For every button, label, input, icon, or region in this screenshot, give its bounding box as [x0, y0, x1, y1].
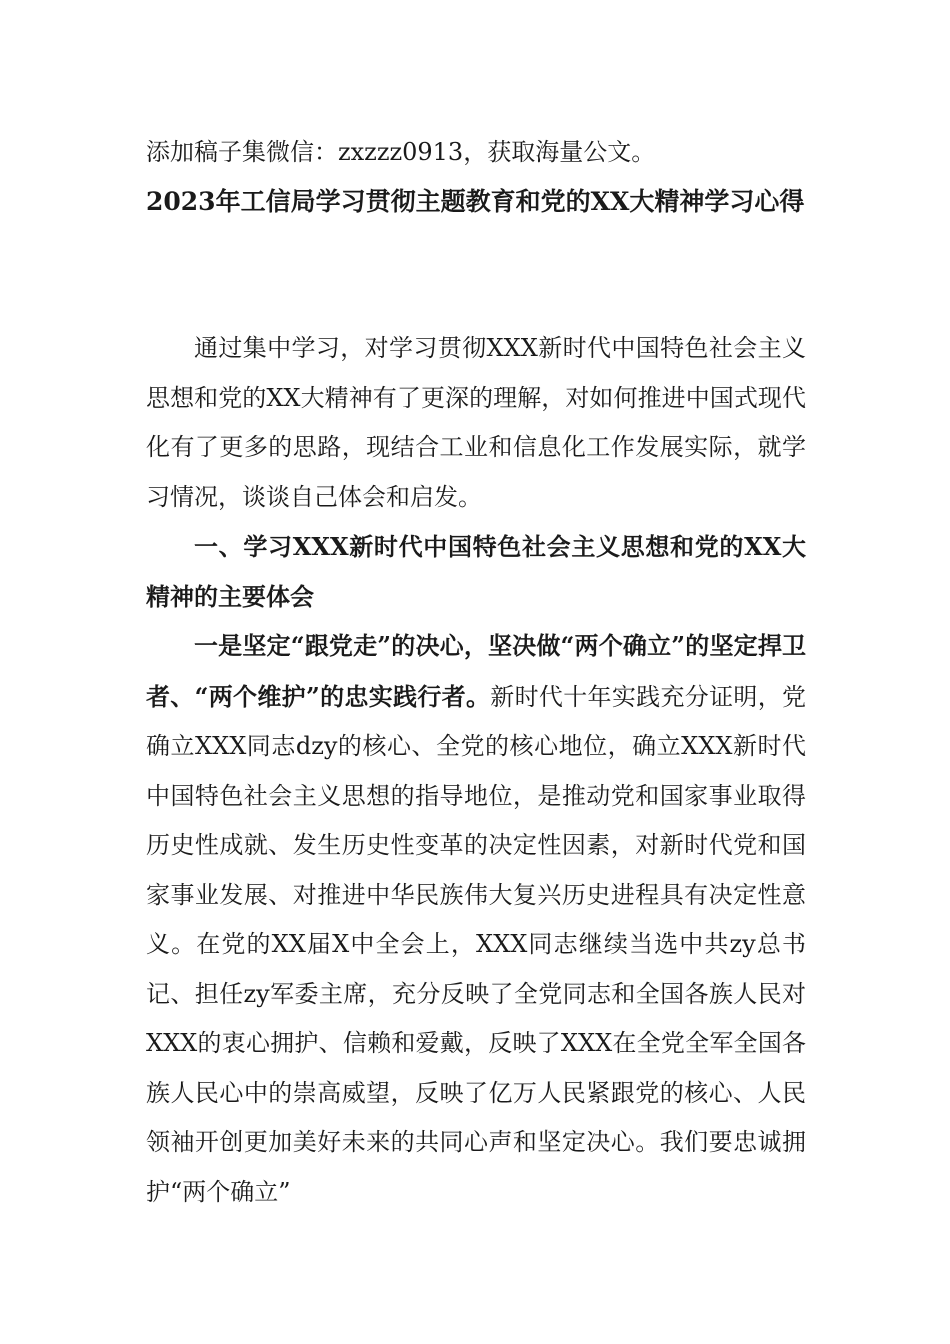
- intro-paragraph: 通过集中学习，对学习贯彻XXX新时代中国特色社会主义思想和党的XX大精神有了更深的理解，对如何推进中国式现代化有了更多的思路，现结合工业和信息化工作发展实际，就学习情况，谈谈自己体会和启发。: [146, 334, 806, 511]
- point-paragraph: [146, 621, 806, 1217]
- section-heading: 一、学习XXX新时代中国特色社会主义思想和党的XX大精神的主要体会: [146, 532, 806, 611]
- point-lead: 一是坚定“跟党走”的决心，坚决做“两个确立”的坚定捍卫者、“两个维护”的忠实践行者。: [146, 631, 806, 711]
- document-title: 2023年工信局学习贯彻主题教育和党的XX大精神学习心得: [146, 187, 805, 216]
- point-body: 新时代十年实践充分证明，党确立XXX同志dzy的核心、全党的核心地位，确立XXX新时代中国特色社会主义思想的指导地位，是推动党和国家事业取得历史性成就、发生历史性变革的决定性因素，对新时代党和国家事业发展、对推进中华民族伟大复兴历史进程具有决定性意义。在党的XX届X中全会上，XXX同志继续当选中共zy总书记、担任zy军委主席，充分反映了全党同志和全国各族人民对XXX的衷心拥护、信赖和爱戴，反映了XXX在全党全军全国各族人民心中的崇高威望，反映了亿万人民紧跟党的核心、人民领袖开创更加美好未来的共同心声和坚定决心。我们要忠诚拥护“两个确立”: [146, 682, 807, 1206]
- document-body: [146, 324, 806, 1217]
- header-note: 添加稿子集微信：zxzzz0913，获取海量公文。: [146, 138, 656, 166]
